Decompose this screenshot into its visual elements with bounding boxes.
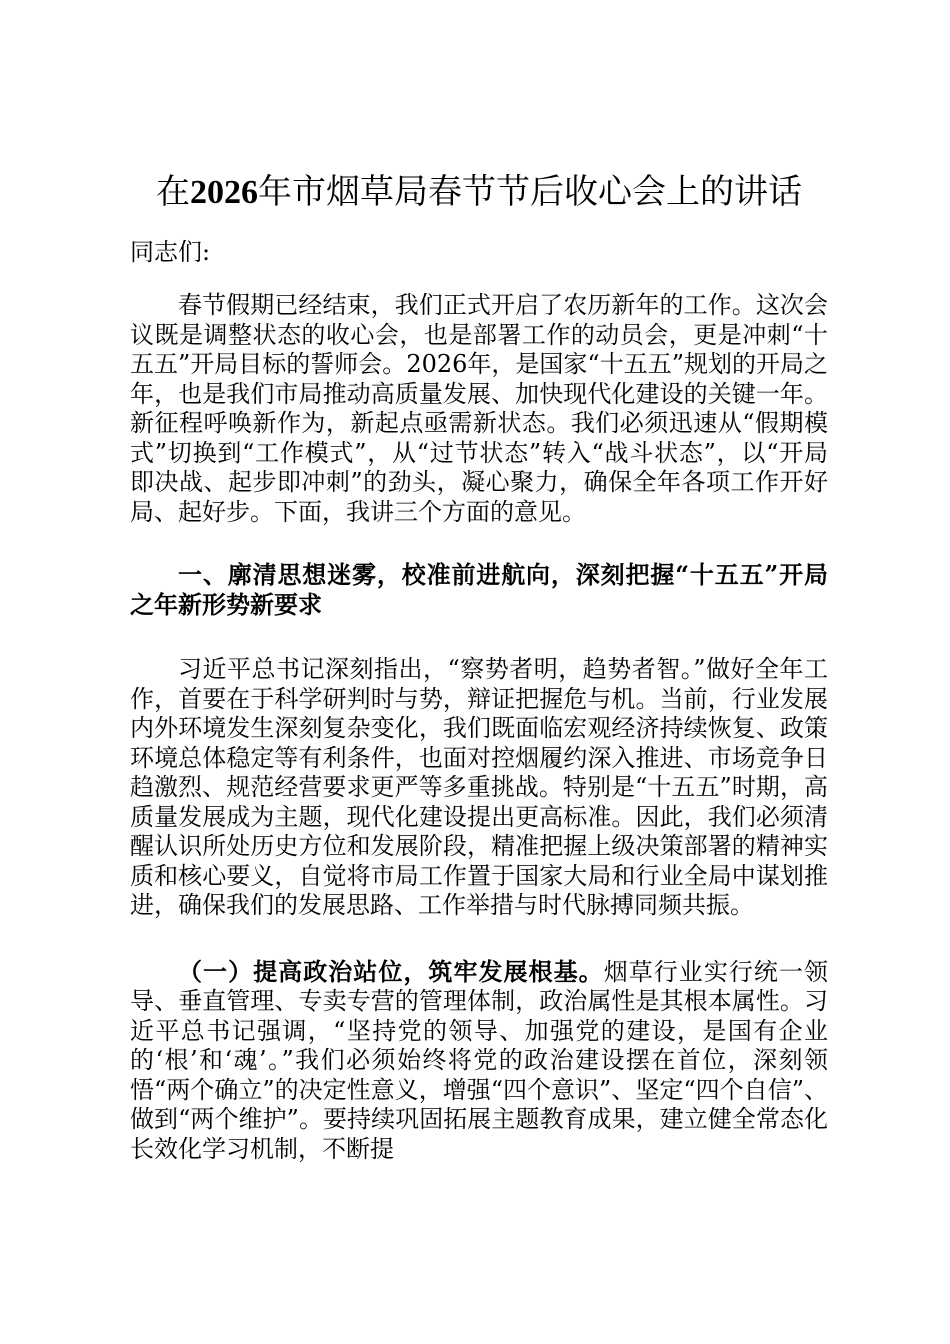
document-page bbox=[130, 164, 828, 1164]
paragraph-section-1: 习近平总书记深刻指出，“察势者明，趋势者智。”做好全年工作，首要在于科学研判时与势，辩证把握危与机。当前，行业发展内外环境发生深刻复杂变化，我们既面临宏观经济持续恢复、政策环境总体稳定等有利条件，也面对控烟履约深入推进、市场竞争日趋激烈、规范经营要求更严等多重挑战。特别是“十五五”时期，高质量发展成为主题，现代化建设提出更高标准。因此，我们必须清醒认识所处历史方位和发展阶段，精准把握上级决策部署的精神实质和核心要义，自觉将市局工作置于国家大局和行业全局中谋划推进，确保我们的发展思路、工作举措与时代脉搏同频共振。 bbox=[130, 655, 828, 919]
document-title bbox=[130, 164, 828, 221]
salutation: 同志们: bbox=[130, 238, 211, 266]
paragraph-subsection-1 bbox=[130, 957, 828, 1165]
title-year: 2026 bbox=[190, 174, 258, 211]
paragraph-intro: 春节假期已经结束，我们正式开启了农历新年的工作。这次会议既是调整状态的收心会，也是部署工作的动员会，更是冲刺“十五五”开局目标的誓师会。2026年，是国家“十五五”规划的开局之年，也是我们市局推动高质量发展、加快现代化建设的关键一年。新征程呼唤新作为，新起点亟需新状态。我们必须迅速从“假期模式”切换到“工作模式”，从“过节状态”转入“战斗状态”，以“开局即决战、起步即冲刺”的劲头，凝心聚力，确保全年各项工作开好局、起好步。下面，我讲三个方面的意见。 bbox=[130, 291, 828, 526]
section-heading-1: 一、廓清思想迷雾，校准前进航向，深刻把握“十五五”开局之年新形势新要求 bbox=[130, 560, 828, 619]
title-suffix: 年市烟草局春节节后收心会上的讲话 bbox=[258, 172, 802, 212]
title-prefix: 在 bbox=[156, 172, 190, 212]
subsection-body-1: 烟草行业实行统一领导、垂直管理、专卖专营的管理体制，政治属性是其根本属性。习近平总书记强调，“坚持党的领导、加强党的建设，是国有企业的‘根’和‘魂’。”我们必须始终将党的政治建设摆在首位，深刻领悟“两个确立”的决定性意义，增强“四个意识”、坚定“四个自信”、做到“两个维护”。要持续巩固拓展主题教育成果，建立健全常态化长效化学习机制，不断提 bbox=[130, 957, 829, 1163]
subsection-heading-1: （一）提高政治站位，筑牢发展根基。 bbox=[178, 956, 604, 986]
